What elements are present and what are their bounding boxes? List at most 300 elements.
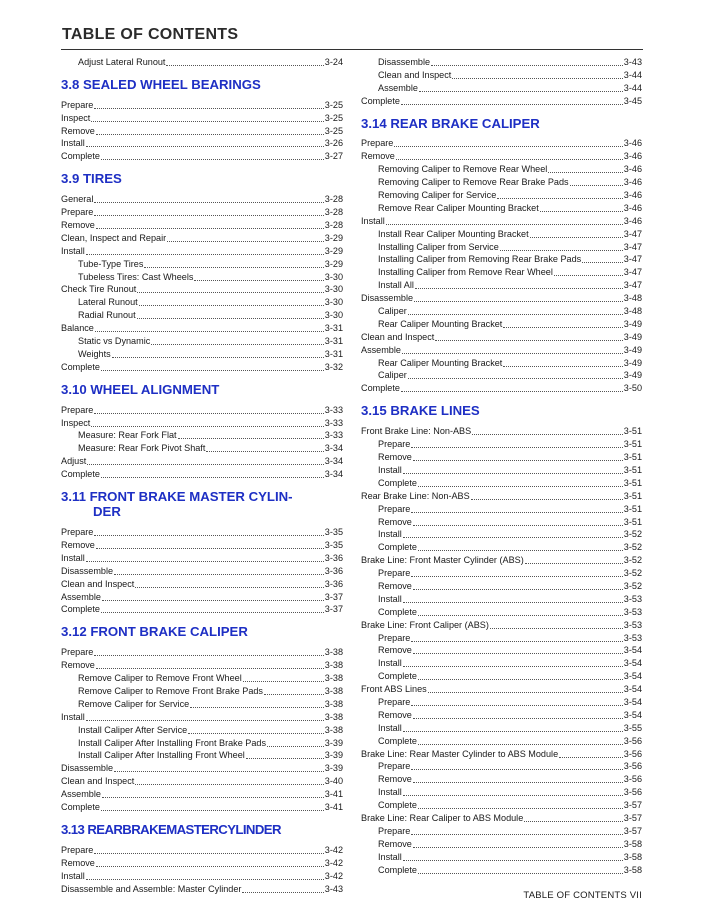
- entry-title: Prepare: [361, 138, 394, 149]
- dot-leader: [411, 512, 622, 513]
- entry-title: Brake Line: Rear Master Cylinder to ABS Module: [361, 748, 559, 759]
- toc-entry[interactable]: [61, 416, 343, 429]
- page-number: 3-49: [623, 344, 642, 355]
- page-number: 3-56: [623, 787, 642, 798]
- dot-leader: [264, 694, 324, 695]
- entry-title: Install: [61, 870, 85, 881]
- page-footer: TABLE OF CONTENTS VII: [523, 890, 642, 901]
- entry-title: Rear Caliper Mounting Bracket: [378, 318, 503, 329]
- section-heading[interactable]: 3.11 FRONT BRAKE MASTER CYLIN- DER: [61, 489, 293, 520]
- page-number: 3-51: [623, 503, 642, 514]
- toc-subentry[interactable]: [361, 278, 642, 291]
- toc-entry[interactable]: [61, 124, 343, 137]
- page-number: 3-29: [324, 258, 343, 269]
- toc-entry[interactable]: [61, 218, 343, 231]
- entry-title: Install: [361, 215, 385, 226]
- toc-subentry[interactable]: [61, 347, 343, 360]
- toc-entry[interactable]: [361, 424, 642, 437]
- entry-title: Prepare: [61, 527, 94, 538]
- page-number: 3-47: [623, 267, 642, 278]
- page-number: 3-44: [623, 69, 642, 80]
- entry-title: Complete: [378, 735, 417, 746]
- dot-leader: [428, 692, 623, 693]
- page-number: 3-51: [623, 516, 642, 527]
- toc-subentry[interactable]: [61, 697, 343, 710]
- dot-leader: [190, 707, 324, 708]
- section-heading[interactable]: 3.8 SEALED WHEEL BEARINGS: [61, 76, 261, 92]
- toc-entry[interactable]: [61, 321, 343, 334]
- dot-leader: [559, 757, 623, 758]
- entry-title: Install: [378, 851, 402, 862]
- page-number: 3-29: [324, 245, 343, 256]
- toc-entry[interactable]: [361, 343, 642, 356]
- page-title: TABLE OF CONTENTS: [62, 26, 239, 43]
- toc-subentry[interactable]: [361, 695, 642, 708]
- toc-subentry[interactable]: [361, 644, 642, 657]
- page-number: 3-46: [623, 151, 642, 162]
- toc-subentry[interactable]: [361, 227, 642, 240]
- entry-title: Install: [378, 787, 402, 798]
- entry-title: Install: [378, 722, 402, 733]
- page-number: 3-51: [623, 464, 642, 475]
- dot-leader: [413, 847, 623, 848]
- toc-subentry[interactable]: [361, 369, 642, 382]
- toc-entry[interactable]: [361, 214, 642, 227]
- page-number: 3-38: [324, 660, 343, 671]
- toc-entry[interactable]: [61, 403, 343, 416]
- dot-leader: [242, 892, 323, 893]
- toc-entry[interactable]: [361, 137, 642, 150]
- toc-entry[interactable]: [61, 149, 343, 162]
- page-number: 3-54: [623, 696, 642, 707]
- page-number: 3-30: [324, 271, 343, 282]
- page-number: 3-38: [324, 724, 343, 735]
- toc-subentry[interactable]: [61, 723, 343, 736]
- toc-subentry[interactable]: [361, 592, 642, 605]
- page-number: 3-38: [324, 673, 343, 684]
- section-heading[interactable]: 3.9 TIRES: [61, 171, 122, 187]
- dot-leader: [166, 65, 323, 66]
- entry-title: Remove: [378, 645, 412, 656]
- entry-title: Remove: [378, 709, 412, 720]
- dot-leader: [503, 327, 622, 328]
- page-number: 3-31: [324, 348, 343, 359]
- toc-subentry[interactable]: [61, 684, 343, 697]
- toc-subentry[interactable]: [361, 824, 642, 837]
- entry-title: Remove: [378, 774, 412, 785]
- toc-subentry[interactable]: [61, 55, 343, 68]
- page-number: 3-57: [623, 825, 642, 836]
- toc-subentry[interactable]: [361, 304, 642, 317]
- toc-subentry[interactable]: [61, 671, 343, 684]
- dot-leader: [394, 146, 622, 147]
- dot-leader: [411, 576, 622, 577]
- toc-entry[interactable]: [61, 525, 343, 538]
- dot-leader: [413, 589, 623, 590]
- entry-title: Installing Caliper from Service: [378, 241, 499, 252]
- entry-title: Weights: [78, 348, 111, 359]
- toc-entry[interactable]: [361, 489, 642, 502]
- toc-subentry[interactable]: [361, 317, 642, 330]
- dot-leader: [95, 331, 324, 332]
- toc-subentry[interactable]: [361, 201, 642, 214]
- entry-title: Remove: [378, 516, 412, 527]
- page-number: 3-44: [623, 82, 642, 93]
- toc-entry[interactable]: [61, 98, 343, 111]
- dot-leader: [96, 134, 324, 135]
- dot-leader: [139, 305, 324, 306]
- dot-leader: [490, 628, 623, 629]
- page-number: 3-43: [324, 883, 343, 894]
- page-number: 3-49: [623, 357, 642, 368]
- toc-subentry[interactable]: [361, 760, 642, 773]
- entry-title: Measure: Rear Fork Flat: [78, 430, 177, 441]
- entry-title: Complete: [378, 477, 417, 488]
- toc-entry[interactable]: [61, 856, 343, 869]
- dot-leader: [112, 357, 324, 358]
- entry-title: Remove: [378, 452, 412, 463]
- toc-subentry[interactable]: [361, 515, 642, 528]
- toc-entry[interactable]: [61, 603, 343, 616]
- dot-leader: [96, 228, 324, 229]
- toc-entry[interactable]: [61, 882, 343, 895]
- dot-leader: [167, 241, 324, 242]
- toc-subentry[interactable]: [361, 437, 642, 450]
- page-number: 3-49: [623, 370, 642, 381]
- entry-title: Installing Caliper from Removing Rear Brake Pads: [378, 254, 582, 265]
- entry-title: Prepare: [61, 404, 94, 415]
- dot-leader: [86, 254, 324, 255]
- entry-title: Complete: [378, 671, 417, 682]
- toc-subentry[interactable]: [61, 736, 343, 749]
- toc-entry[interactable]: [61, 192, 343, 205]
- page-number: 3-52: [623, 568, 642, 579]
- toc-entry[interactable]: [61, 577, 343, 590]
- page-number: 3-41: [324, 789, 343, 800]
- entry-title: Clean and Inspect: [61, 776, 135, 787]
- dot-leader: [413, 653, 623, 654]
- toc-entry[interactable]: [361, 381, 642, 394]
- entry-title: Caliper: [378, 306, 407, 317]
- page-number: 3-58: [623, 838, 642, 849]
- section-heading[interactable]: 3.12 FRONT BRAKE CALIPER: [61, 624, 248, 640]
- dot-leader: [418, 486, 623, 487]
- entry-title: Brake Line: Front Master Cylinder (ABS): [361, 555, 524, 566]
- page-number: 3-28: [324, 194, 343, 205]
- toc-entry[interactable]: [61, 800, 343, 813]
- toc-entry[interactable]: [361, 291, 642, 304]
- toc-subentry[interactable]: [361, 631, 642, 644]
- entry-title: Install Caliper After Installing Front Wheel: [78, 750, 245, 761]
- entry-title: Assemble: [61, 591, 101, 602]
- entry-title: Balance: [61, 323, 94, 334]
- entry-title: Complete: [61, 604, 100, 615]
- dot-leader: [435, 340, 622, 341]
- page-number: 3-39: [324, 750, 343, 761]
- toc-subentry[interactable]: [361, 265, 642, 278]
- dot-leader: [413, 718, 623, 719]
- toc-subentry[interactable]: [361, 68, 642, 81]
- entry-title: Prepare: [378, 696, 411, 707]
- dot-leader: [96, 668, 324, 669]
- toc-entry[interactable]: [361, 149, 642, 162]
- toc-entry[interactable]: [61, 658, 343, 671]
- section-heading[interactable]: 3.13 REARBRAKEMASTERCYLINDER: [61, 821, 281, 837]
- entry-title: Install Rear Caliper Mounting Bracket: [378, 228, 529, 239]
- toc-entry[interactable]: [361, 618, 642, 631]
- dot-leader: [415, 288, 623, 289]
- page-number: 3-36: [324, 552, 343, 563]
- toc-entry[interactable]: [61, 787, 343, 800]
- dot-leader: [413, 782, 623, 783]
- page-number: 3-36: [324, 578, 343, 589]
- dot-leader: [418, 679, 623, 680]
- toc-entry[interactable]: [361, 94, 642, 107]
- page-number: 3-27: [324, 151, 343, 162]
- dot-leader: [135, 784, 323, 785]
- entry-title: Disassemble: [61, 763, 114, 774]
- page-number: 3-51: [623, 426, 642, 437]
- toc-entry[interactable]: [61, 360, 343, 373]
- entry-title: Install: [378, 593, 402, 604]
- entry-title: Disassemble: [361, 293, 414, 304]
- toc-entry[interactable]: [361, 553, 642, 566]
- page-number: 3-39: [324, 763, 343, 774]
- entry-title: General: [61, 194, 94, 205]
- entry-title: Clean and Inspect: [61, 578, 135, 589]
- page-number: 3-56: [623, 748, 642, 759]
- toc-subentry[interactable]: [361, 863, 642, 876]
- page-number: 3-54: [623, 709, 642, 720]
- toc-entry[interactable]: [61, 283, 343, 296]
- entry-title: Install Caliper After Installing Front Brake Pads: [78, 737, 267, 748]
- page-number: 3-51: [623, 439, 642, 450]
- toc-subentry[interactable]: [61, 429, 343, 442]
- toc-entry[interactable]: [61, 645, 343, 658]
- dot-leader: [102, 600, 324, 601]
- entry-title: Prepare: [378, 632, 411, 643]
- page-number: 3-46: [623, 138, 642, 149]
- entry-title: Complete: [61, 361, 100, 372]
- toc-entry[interactable]: [61, 467, 343, 480]
- page-number: 3-46: [623, 215, 642, 226]
- entry-title: Complete: [378, 606, 417, 617]
- title-divider: [61, 49, 643, 50]
- page-number: 3-52: [623, 529, 642, 540]
- toc-entry[interactable]: [61, 564, 343, 577]
- toc-entry[interactable]: [61, 205, 343, 218]
- entry-title: Install All: [378, 280, 414, 291]
- toc-entry[interactable]: [361, 330, 642, 343]
- toc-subentry[interactable]: [361, 656, 642, 669]
- dot-leader: [101, 477, 324, 478]
- toc-subentry[interactable]: [361, 528, 642, 541]
- toc-entry[interactable]: [61, 774, 343, 787]
- toc-subentry[interactable]: [361, 463, 642, 476]
- dot-leader: [503, 366, 622, 367]
- page-number: 3-52: [623, 580, 642, 591]
- entry-title: Remove Caliper for Service: [78, 698, 190, 709]
- entry-title: Remove Rear Caliper Mounting Bracket: [378, 202, 539, 213]
- page-number: 3-53: [623, 632, 642, 643]
- page-number: 3-35: [324, 527, 343, 538]
- section-heading[interactable]: 3.14 REAR BRAKE CALIPER: [361, 115, 540, 131]
- dot-leader: [102, 797, 324, 798]
- dot-leader: [91, 426, 323, 427]
- page-number: 3-34: [324, 456, 343, 467]
- toc-entry[interactable]: [61, 869, 343, 882]
- toc-entry[interactable]: [61, 244, 343, 257]
- toc-subentry[interactable]: [361, 540, 642, 553]
- entry-title: Complete: [361, 383, 400, 394]
- page-number: 3-51: [623, 490, 642, 501]
- entry-title: Assemble: [378, 82, 418, 93]
- dot-leader: [267, 746, 324, 747]
- dot-leader: [403, 731, 623, 732]
- page-number: 3-53: [623, 593, 642, 604]
- toc-entry[interactable]: [61, 843, 343, 856]
- dot-leader: [408, 314, 623, 315]
- toc-left-column: [61, 55, 343, 895]
- entry-title: Installing Caliper from Remove Rear Wheel: [378, 267, 553, 278]
- entry-title: Removing Caliper to Remove Rear Wheel: [378, 164, 548, 175]
- entry-title: Install: [378, 529, 402, 540]
- toc-subentry[interactable]: [61, 295, 343, 308]
- dot-leader: [94, 535, 323, 536]
- dot-leader: [206, 451, 323, 452]
- page-number: 3-53: [623, 619, 642, 630]
- page-number: 3-47: [623, 254, 642, 265]
- page-number: 3-37: [324, 604, 343, 615]
- toc-subentry[interactable]: [361, 240, 642, 253]
- entry-title: Clean and Inspect: [378, 69, 452, 80]
- toc-entry[interactable]: [61, 137, 343, 150]
- toc-subentry[interactable]: [61, 749, 343, 762]
- dot-leader: [554, 275, 623, 276]
- dot-leader: [96, 866, 324, 867]
- entry-title: Install: [61, 138, 85, 149]
- toc-subentry[interactable]: [361, 175, 642, 188]
- toc-subentry[interactable]: [361, 356, 642, 369]
- page-number: 3-52: [623, 555, 642, 566]
- toc-subentry[interactable]: [361, 502, 642, 515]
- entry-title: Assemble: [361, 344, 401, 355]
- toc-entry[interactable]: [61, 111, 343, 124]
- toc-subentry[interactable]: [361, 798, 642, 811]
- toc-subentry[interactable]: [361, 81, 642, 94]
- page-number: 3-42: [324, 870, 343, 881]
- toc-subentry[interactable]: [361, 188, 642, 201]
- toc-subentry[interactable]: [61, 257, 343, 270]
- page-number: 3-28: [324, 220, 343, 231]
- dot-leader: [178, 438, 324, 439]
- toc-subentry[interactable]: [361, 837, 642, 850]
- dot-leader: [396, 159, 623, 160]
- entry-title: Prepare: [378, 503, 411, 514]
- toc-subentry[interactable]: [361, 55, 642, 68]
- dot-leader: [246, 758, 324, 759]
- page-number: 3-31: [324, 323, 343, 334]
- toc-subentry[interactable]: [361, 669, 642, 682]
- dot-leader: [144, 267, 323, 268]
- dot-leader: [418, 615, 623, 616]
- dot-leader: [540, 211, 623, 212]
- toc-subentry[interactable]: [361, 708, 642, 721]
- toc-subentry[interactable]: [361, 253, 642, 266]
- toc-subentry[interactable]: [361, 579, 642, 592]
- dot-leader: [411, 447, 622, 448]
- toc-right-column: [361, 55, 642, 876]
- toc-entry[interactable]: [361, 811, 642, 824]
- toc-entry[interactable]: [61, 231, 343, 244]
- dot-leader: [548, 172, 622, 173]
- toc-entry[interactable]: [61, 551, 343, 564]
- section-heading[interactable]: 3.15 BRAKE LINES: [361, 403, 480, 419]
- entry-title: Install: [61, 711, 85, 722]
- toc-entry[interactable]: [361, 682, 642, 695]
- entry-title: Tube-Type Tires: [78, 258, 144, 269]
- page-number: 3-54: [623, 671, 642, 682]
- entry-title: Complete: [378, 800, 417, 811]
- toc-entry[interactable]: [61, 761, 343, 774]
- page-number: 3-55: [623, 722, 642, 733]
- page-number: 3-47: [623, 241, 642, 252]
- page-number: 3-33: [324, 404, 343, 415]
- page-number: 3-40: [324, 776, 343, 787]
- entry-title: Prepare: [378, 568, 411, 579]
- toc-subentry[interactable]: [361, 566, 642, 579]
- entry-title: Removing Caliper for Service: [378, 190, 497, 201]
- toc-entry[interactable]: [61, 454, 343, 467]
- page-number: 3-41: [324, 801, 343, 812]
- toc-subentry[interactable]: [361, 476, 642, 489]
- toc-entry[interactable]: [61, 710, 343, 723]
- entry-title: Complete: [361, 95, 400, 106]
- toc-subentry[interactable]: [361, 785, 642, 798]
- entry-title: Remove: [378, 838, 412, 849]
- page-number: 3-57: [623, 812, 642, 823]
- toc-subentry[interactable]: [361, 450, 642, 463]
- toc-entry[interactable]: [361, 747, 642, 760]
- entry-title: Complete: [378, 542, 417, 553]
- toc-entry[interactable]: [61, 538, 343, 551]
- toc-subentry[interactable]: [361, 772, 642, 785]
- page-number: 3-49: [623, 331, 642, 342]
- toc-subentry[interactable]: [361, 721, 642, 734]
- dot-leader: [94, 413, 323, 414]
- section-heading[interactable]: 3.10 WHEEL ALIGNMENT: [61, 381, 220, 397]
- entry-title: Rear Brake Line: Non-ABS: [361, 490, 470, 501]
- toc-subentry[interactable]: [361, 162, 642, 175]
- toc-subentry[interactable]: [361, 850, 642, 863]
- dot-leader: [418, 550, 623, 551]
- toc-subentry[interactable]: [61, 270, 343, 283]
- entry-title: Install: [61, 245, 85, 256]
- toc-entry[interactable]: [61, 590, 343, 603]
- toc-subentry[interactable]: [61, 334, 343, 347]
- entry-title: Check Tire Runout: [61, 284, 137, 295]
- page-number: 3-25: [324, 112, 343, 123]
- toc-subentry[interactable]: [361, 605, 642, 618]
- toc-subentry[interactable]: [61, 441, 343, 454]
- toc-subentry[interactable]: [361, 734, 642, 747]
- toc-subentry[interactable]: [61, 308, 343, 321]
- entry-title: Install: [378, 464, 402, 475]
- page-number: 3-30: [324, 284, 343, 295]
- page-number: 3-46: [623, 177, 642, 188]
- page-number: 3-56: [623, 761, 642, 772]
- dot-leader: [114, 771, 324, 772]
